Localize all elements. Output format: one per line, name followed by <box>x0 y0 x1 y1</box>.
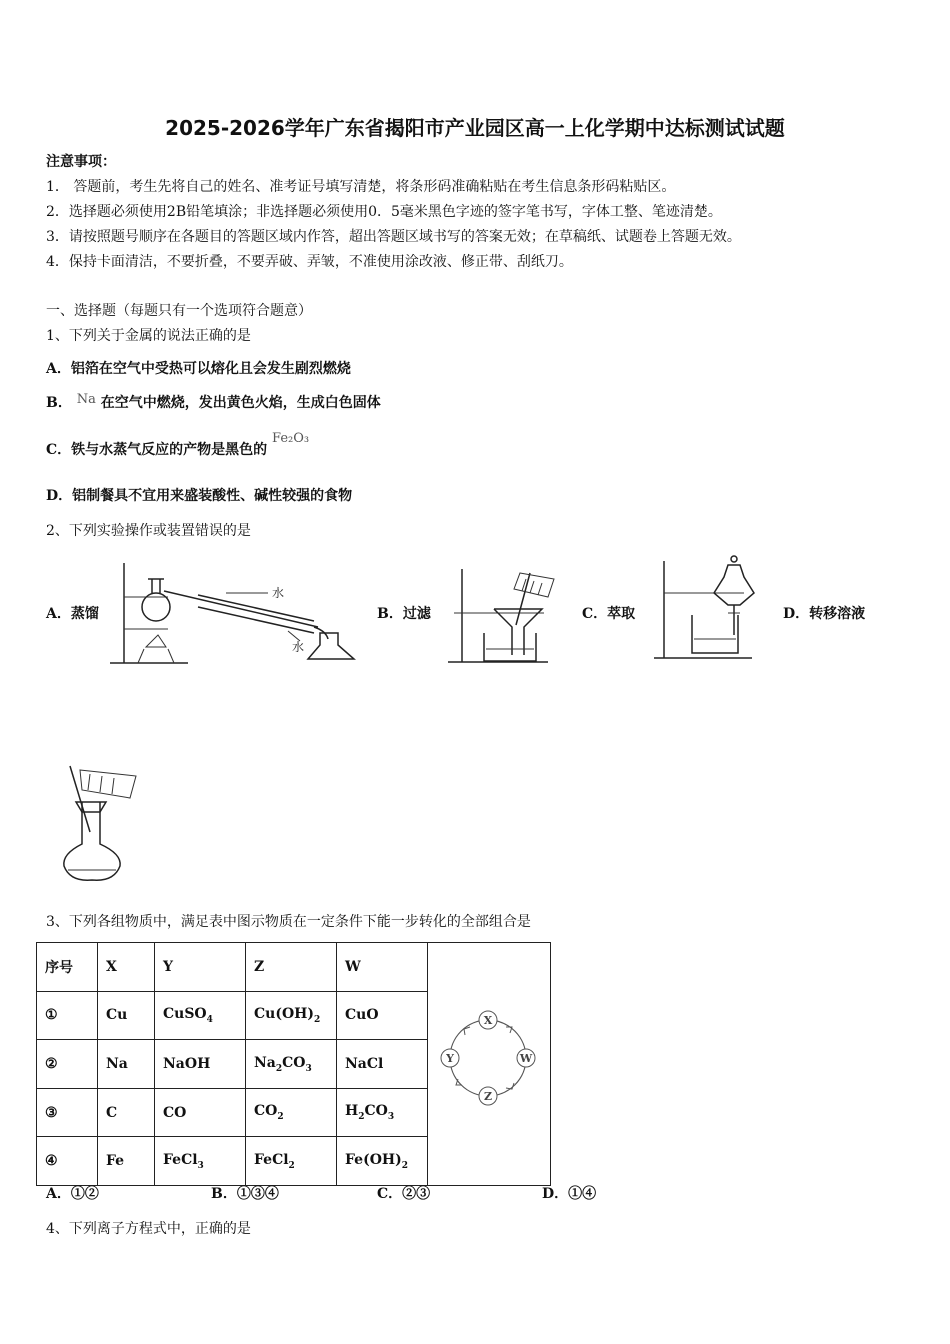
formula-sub: 3 <box>197 1160 204 1171</box>
table-cell-y <box>155 1137 246 1186</box>
table-cell-no: ② <box>37 1040 98 1089</box>
table-cell-no: ① <box>37 991 98 1040</box>
table-cell-z <box>246 1040 337 1089</box>
table-cell-z <box>246 991 337 1040</box>
table-cell-x: Na <box>98 1040 155 1089</box>
formula-main: H <box>345 1103 359 1120</box>
formula-main: CO <box>254 1103 278 1120</box>
formula-sub: 3 <box>305 1063 312 1074</box>
notice-heading: 注意事项： <box>46 154 116 170</box>
table-cell-w <box>337 1137 428 1186</box>
q3-option-a: A．①② <box>46 1186 99 1202</box>
table-row <box>37 943 551 992</box>
notice-item-4: 4．保持卡面清洁，不要折叠，不要弄破、弄皱，不准使用涂改液、修正带、刮纸刀。 <box>46 254 573 270</box>
filtration-apparatus-figure <box>448 565 568 665</box>
table-header-cell: 序号 <box>37 943 98 992</box>
formula-sub: 2 <box>314 1014 321 1025</box>
formula-sub: 2 <box>401 1160 409 1171</box>
cycle-node-x: X <box>483 1014 493 1027</box>
table-cell-no: ③ <box>37 1088 98 1137</box>
formula-tail: CO <box>364 1103 388 1120</box>
table-cell-z <box>246 1137 337 1186</box>
q1-option-b-text: 在空气中燃烧，发出黄色火焰，生成白色固体 <box>100 395 381 411</box>
q2-stem: 2、下列实验操作或装置错误的是 <box>46 523 251 539</box>
notice-item-3: 3．请按照题号顺序在各题目的答题区域内作答，超出答题区域书写的答案无效；在草稿纸、试题卷上答题无效。 <box>46 229 741 245</box>
q1-option-c-formula: Fe₂O₃ <box>272 431 310 446</box>
table-cell-y <box>155 1088 246 1137</box>
q2-option-c: C．萃取 <box>582 606 636 622</box>
formula-main: Cu(OH) <box>254 1005 314 1022</box>
q1-option-b-formula: Na <box>76 392 96 407</box>
water-outlet-label: 水 <box>292 640 305 654</box>
formula-main: FeCl <box>254 1151 289 1168</box>
q2-option-d: D．转移溶液 <box>783 606 866 622</box>
cycle-node-w: W <box>519 1052 533 1065</box>
formula-sub: 3 <box>387 1111 395 1122</box>
notice-item-2: 2．选择题必须使用2B铅笔填涂；非选择题必须使用0．5毫米黑色字迹的签字笔书写，字体工整、笔迹清楚。 <box>46 204 722 220</box>
q1-option-c <box>46 431 310 461</box>
cycle-diagram-cell <box>428 943 551 1186</box>
q3-table <box>36 942 551 1186</box>
q3-option-b: B．①③④ <box>211 1186 279 1202</box>
q3-option-c: C．②③ <box>377 1186 431 1202</box>
formula-main: NaCl <box>345 1055 384 1072</box>
transfer-solution-figure <box>60 762 150 884</box>
table-header-cell: X <box>98 943 155 992</box>
cycle-node-y: Y <box>446 1052 454 1065</box>
table-header-cell: Y <box>155 943 246 992</box>
formula-sub: 2 <box>288 1160 295 1171</box>
table-cell-w <box>337 991 428 1040</box>
table-cell-y <box>155 1040 246 1089</box>
formula-tail: CO <box>282 1054 306 1071</box>
formula-main: CuSO <box>163 1005 207 1022</box>
table-cell-w <box>337 1040 428 1089</box>
page-title: 2025-2026学年广东省揭阳市产业园区高一上化学期中达标测试试题 <box>165 116 785 140</box>
extraction-apparatus-figure <box>652 553 772 663</box>
q2-option-a: A．蒸馏 <box>46 606 99 622</box>
section-heading: 一、选择题（每题只有一个选项符合题意） <box>46 303 312 319</box>
water-inlet-label: 水 <box>272 586 285 600</box>
q1-option-b-label: B． <box>46 395 72 411</box>
formula-sub: 4 <box>206 1014 213 1025</box>
formula-sub: 2 <box>275 1063 283 1074</box>
q1-option-b <box>46 393 381 414</box>
formula-main: Fe(OH) <box>345 1151 402 1168</box>
q1-option-c-text: C．铁与水蒸气反应的产物是黑色的 <box>46 442 268 458</box>
table-header-cell: Z <box>246 943 337 992</box>
q4-stem: 4、下列离子方程式中，正确的是 <box>46 1221 251 1237</box>
formula-sub: 2 <box>358 1111 365 1122</box>
table-cell-y <box>155 991 246 1040</box>
notice-item-1: 1． 答题前，考生先将自己的姓名、准考证号填写清楚，将条形码准确粘贴在考生信息条形码粘贴区。 <box>46 179 676 195</box>
q2-option-b: B．过滤 <box>377 606 431 622</box>
table-cell-x: Fe <box>98 1137 155 1186</box>
formula-main: CO <box>163 1104 187 1121</box>
q3-option-d: D．①④ <box>542 1186 597 1202</box>
formula-main: Na <box>254 1054 276 1071</box>
q1-option-a: A．铝箔在空气中受热可以熔化且会发生剧烈燃烧 <box>46 361 351 377</box>
table-cell-w <box>337 1088 428 1137</box>
table-cell-x: C <box>98 1088 155 1137</box>
cycle-node-z: Z <box>483 1090 493 1103</box>
q1-option-d: D．铝制餐具不宜用来盛装酸性、碱性较强的食物 <box>46 488 353 504</box>
formula-main: NaOH <box>163 1055 211 1072</box>
formula-sub: 2 <box>277 1111 284 1122</box>
distillation-apparatus-figure <box>108 555 358 667</box>
table-cell-x: Cu <box>98 991 155 1040</box>
q3-stem: 3、下列各组物质中，满足表中图示物质在一定条件下能一步转化的全部组合是 <box>46 914 531 930</box>
formula-main: FeCl <box>163 1151 198 1168</box>
formula-main: CuO <box>345 1007 379 1024</box>
conversion-cycle-diagram <box>428 943 550 1181</box>
table-cell-z <box>246 1088 337 1137</box>
table-cell-no: ④ <box>37 1137 98 1186</box>
table-header-cell: W <box>337 943 428 992</box>
q1-stem: 1、下列关于金属的说法正确的是 <box>46 328 251 344</box>
